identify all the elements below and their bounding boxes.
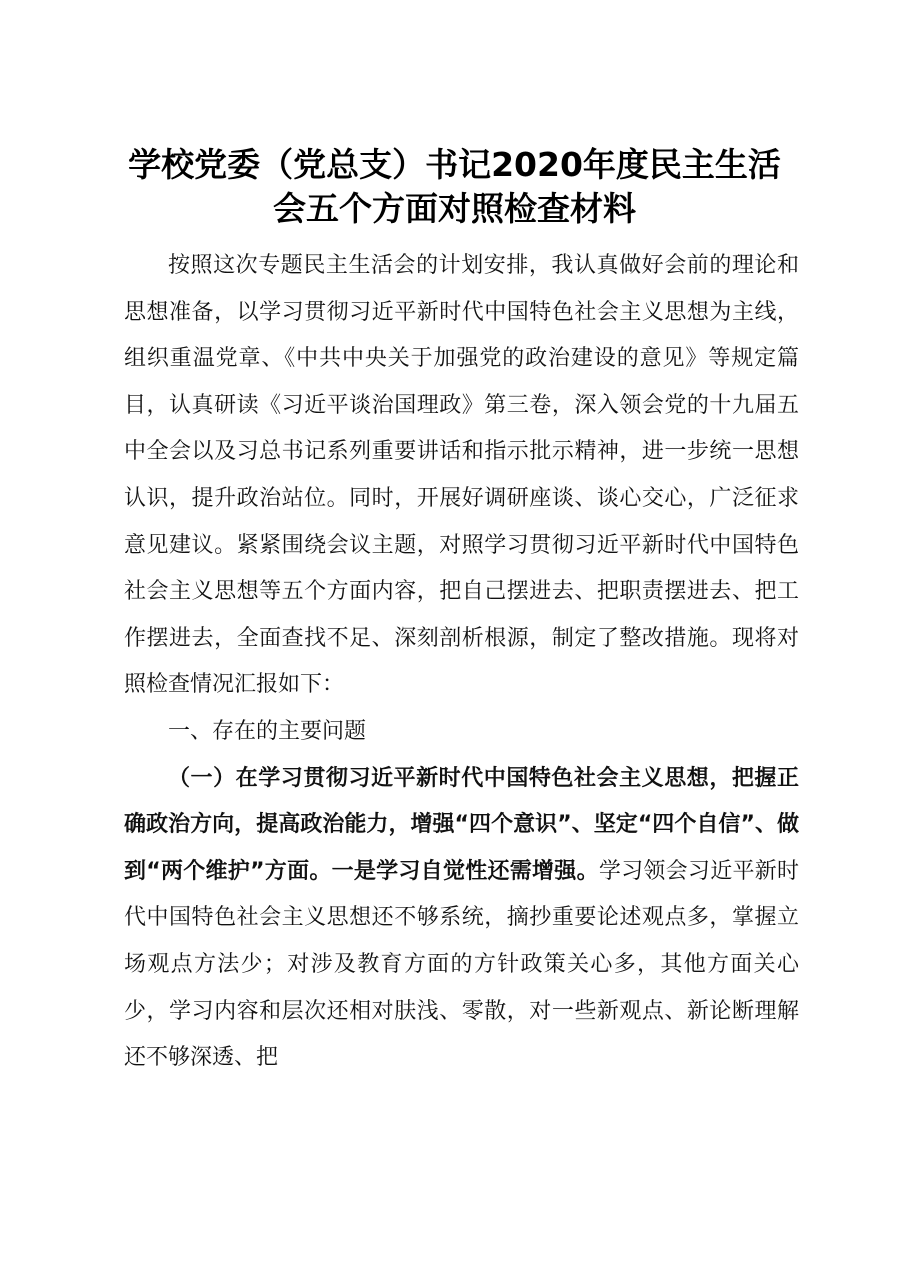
intro-paragraph: 按照这次专题民主生活会的计划安排，我认真做好会前的理论和思想准备，以学习贯彻习近平新时代中国特色社会主义思想为主线，组织重温党章、《中共中央关于加强党的政治建设的意见》等规定篇目，认真研读《习近平谈治国理政》第三卷，深入领会党的十九届五中全会以及习总书记系列重要讲话和指示批示精神，进一步统一思想认识，提升政治站位。同时，开展好调研座谈、谈心交心，广泛征求意见建议。紧紧围绕会议主题，对照学习贯彻习近平新时代中国特色社会主义思想等五个方面内容，把自己摆进去、把职责摆进去、把工作摆进去，全面查找不足、深刻剖析根源，制定了整改措施。现将对照检查情况汇报如下： bbox=[124, 253, 799, 698]
subsection-paragraph-1 bbox=[124, 756, 799, 1082]
document-title-line-1: 学校党委（党总支）书记2020年度民主生活 bbox=[128, 145, 781, 184]
document-title bbox=[100, 143, 809, 231]
section-heading-main-problems: 一、存在的主要问题 bbox=[168, 718, 367, 744]
document-body bbox=[124, 243, 799, 1082]
subsection-1-bold-heading: （一）在学习贯彻习近平新时代中国特色社会主义思想，把握正确政治方向，提高政治能力，增强“四个意识”、坚定“四个自信”、做到“两个维护”方面。一是学习自觉性还需增强。 bbox=[124, 765, 799, 884]
document-title-line-2: 会五个方面对照检查材料 bbox=[273, 189, 636, 228]
subsection-1-text: 学习领会习近平新时代中国特色社会主义思想还不够系统，摘抄重要论述观点多，掌握立场观点方法少；对涉及教育方面的方针政策关心多，其他方面关心少，学习内容和层次还相对肤浅、零散，对一些新观点、新论断理解还不够深透、把 bbox=[124, 858, 799, 1071]
